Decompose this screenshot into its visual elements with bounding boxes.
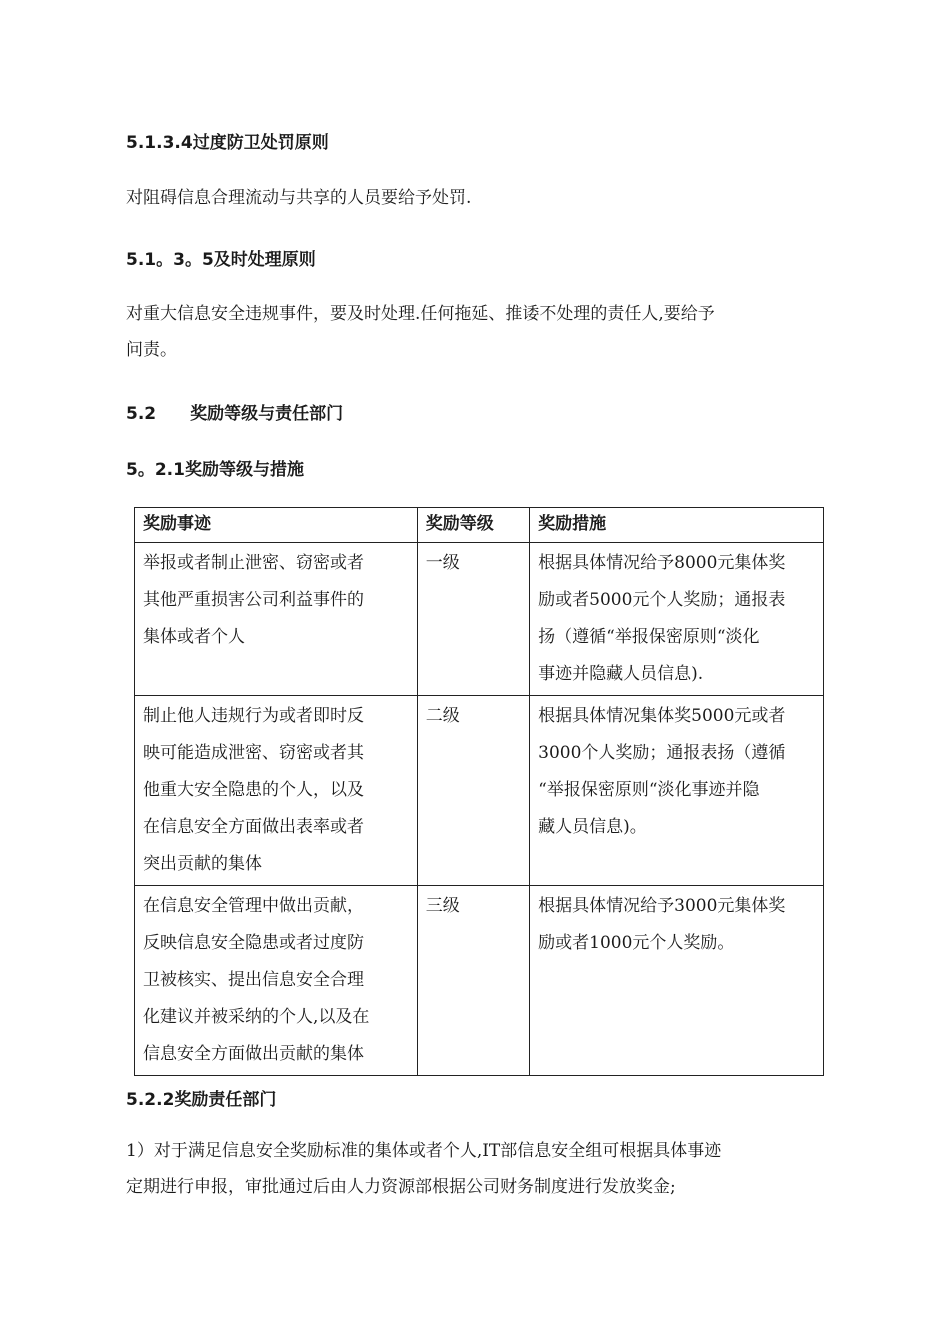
heading-5-1-3-5: 5.1。3。5及时处理原则 [126,250,316,270]
cell-level: 二级 [417,696,529,886]
cell-line: 映可能造成泄密、窃密或者其 [143,743,364,763]
paragraph-line: 1）对于满足信息安全奖励标准的集体或者个人,IT部信息安全组可根据具体事迹 [126,1141,722,1161]
table-row [135,886,824,1076]
cell-line: 卫被核实、提出信息安全合理 [143,970,364,990]
cell-line: 励或者5000元个人奖励；通报表 [538,590,786,610]
cell-deed [135,696,418,886]
table-row [135,696,824,886]
cell-line: 励或者1000元个人奖励。 [538,933,735,953]
cell-line: 化建议并被采纳的个人,以及在 [143,1007,370,1027]
heading-5-2: 5.2 奖励等级与责任部门 [126,404,344,424]
paragraph-5-1-3-4 [126,180,826,216]
cell-measure [530,696,824,886]
cell-measure [530,886,824,1076]
cell-line: 根据具体情况给予8000元集体奖 [538,553,786,573]
paragraph-line: 定期进行申报，审批通过后由人力资源部根据公司财务制度进行发放奖金; [126,1177,676,1197]
cell-line: 制止他人违规行为或者即时反 [143,706,364,726]
heading-5-2-1: 5。2.1奖励等级与措施 [126,460,304,480]
paragraph-line: 对重大信息安全违规事件，要及时处理.任何拖延、推诿不处理的责任人,要给予 [126,304,715,324]
cell-line: 藏人员信息)。 [538,817,647,837]
heading-5-2-2: 5.2.2奖励责任部门 [126,1090,277,1110]
heading-5-1-3-4: 5.1.3.4过度防卫处罚原则 [126,133,329,153]
header-measure: 奖励措施 [530,508,824,543]
cell-deed [135,543,418,696]
cell-line: 举报或者制止泄密、窃密或者 [143,553,364,573]
header-level: 奖励等级 [417,508,529,543]
cell-line: 他重大安全隐患的个人，以及 [143,780,364,800]
table-header-row [135,508,824,543]
cell-line: “举报保密原则“淡化事迹并隐 [538,780,760,800]
cell-line: 其他严重损害公司利益事件的 [143,590,364,610]
table-row [135,543,824,696]
cell-line: 集体或者个人 [143,627,245,647]
header-deed: 奖励事迹 [135,508,418,543]
cell-line: 扬（遵循“举报保密原则“淡化 [538,627,760,647]
cell-line: 反映信息安全隐患或者过度防 [143,933,364,953]
cell-line: 突出贡献的集体 [143,854,262,874]
cell-line: 在信息安全方面做出表率或者 [143,817,364,837]
cell-line: 信息安全方面做出贡献的集体 [143,1044,364,1064]
paragraph-5-1-3-5 [126,296,826,368]
cell-level: 一级 [417,543,529,696]
cell-line: 在信息安全管理中做出贡献， [143,896,364,916]
paragraph-5-2-2 [126,1133,826,1205]
paragraph-line: 对阻碍信息合理流动与共享的人员要给予处罚. [126,188,472,208]
cell-level: 三级 [417,886,529,1076]
cell-line: 事迹并隐藏人员信息). [538,664,704,684]
cell-line: 根据具体情况集体奖5000元或者 [538,706,786,726]
cell-line: 根据具体情况给予3000元集体奖 [538,896,786,916]
award-table [134,507,824,1076]
paragraph-line: 问责。 [126,340,177,360]
cell-measure [530,543,824,696]
cell-deed [135,886,418,1076]
cell-line: 3000个人奖励；通报表扬（遵循 [538,743,786,763]
